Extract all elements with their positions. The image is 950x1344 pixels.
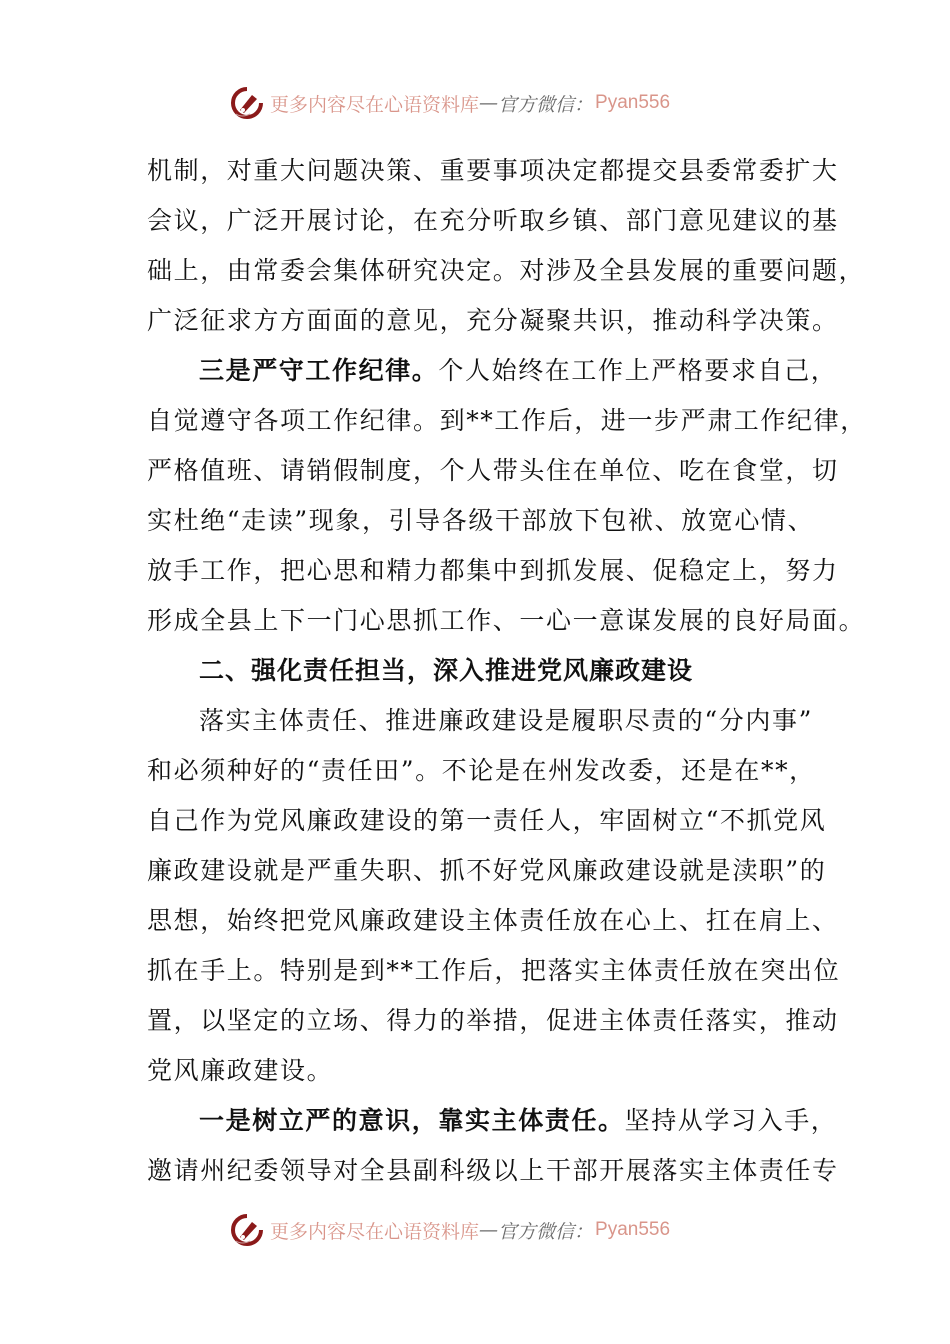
text-line: 邀请州纪委领导对全县副科级以上干部开展落实主体责任专 xyxy=(147,1156,839,1185)
text-line: 会议，广泛开展讨论，在充分听取乡镇、部门意见建议的基 xyxy=(147,206,839,235)
text-line: 自己作为党风廉政建设的第一责任人，牢固树立“不抓党风 xyxy=(147,806,827,835)
watermark-wechat-id: Pyan556 xyxy=(595,1219,671,1240)
text-line: 础上，由常委会集体研究决定。对涉及全县发展的重要问题， xyxy=(147,256,866,285)
pen-nib-logo-icon xyxy=(230,86,264,120)
text-line: 党风廉政建设。 xyxy=(147,1056,334,1085)
text-line: 思想，始终把党风廉政建设主体责任放在心上、扛在肩上、 xyxy=(147,906,839,935)
watermark-label: 官方微信： xyxy=(498,93,594,116)
text-line: 形成全县上下一门心思抓工作、一心一意谋发展的良好局面。 xyxy=(147,606,866,635)
text-line: 抓在手上。特别是到**工作后，把落实主体责任放在突出位 xyxy=(147,956,841,985)
watermark-brand-text: 更多内容尽在心语资料库 xyxy=(270,93,480,116)
watermark-label: 官方微信： xyxy=(498,1220,594,1243)
pen-nib-logo-icon xyxy=(230,1213,264,1247)
watermark-brand-text: 更多内容尽在心语资料库 xyxy=(270,1220,480,1243)
text-line xyxy=(147,1096,838,1146)
paragraph-lead-rest: 坚持从学习入手， xyxy=(624,1106,838,1135)
paragraph-lead-rest: 个人始终在工作上严格要求自己， xyxy=(438,356,838,385)
paragraph-main-responsibility xyxy=(147,696,841,1096)
paragraph-lead-bold: 三是严守工作纪律。 xyxy=(199,356,439,385)
text-line xyxy=(147,346,838,396)
text-line: 广泛征求方方面面的意见，充分凝聚共识，推动科学决策。 xyxy=(147,306,839,335)
text-line: 廉政建设就是严重失职、抓不好党风廉政建设就是渎职”的 xyxy=(147,856,827,885)
watermark-dash: — xyxy=(479,92,499,114)
text-line: 放手工作，把心思和精力都集中到抓发展、促稳定上，努力 xyxy=(147,556,839,585)
text-line: 落实主体责任、推进廉政建设是履职尽责的“分内事” xyxy=(199,706,813,735)
paragraph-work-discipline xyxy=(147,346,867,646)
text-line: 自觉遵守各项工作纪律。到**工作后，进一步严肃工作纪律， xyxy=(147,406,867,435)
watermark-dash: — xyxy=(479,1219,499,1241)
document-body xyxy=(147,146,867,1196)
text-line: 置，以坚定的立场、得力的举措，促进主体责任落实，推动 xyxy=(147,1006,839,1035)
paragraph-strict-awareness xyxy=(147,1096,839,1196)
text-line: 严格值班、请销假制度，个人带头住在单位、吃在食堂，切 xyxy=(147,456,839,485)
paragraph-decision-mechanism xyxy=(147,146,866,346)
text-line: 实杜绝“走读”现象，引导各级干部放下包袱、放宽心情、 xyxy=(147,506,815,535)
paragraph-lead-bold: 一是树立严的意识，靠实主体责任。 xyxy=(199,1106,625,1135)
text-line: 机制，对重大问题决策、重要事项决定都提交县委常委扩大 xyxy=(147,156,839,185)
section-heading: 二、强化责任担当，深入推进党风廉政建设 xyxy=(199,656,694,685)
watermark-wechat-id: Pyan556 xyxy=(595,92,671,113)
footer-watermark xyxy=(230,1210,730,1250)
text-line: 和必须种好的“责任田”。不论是在州发改委，还是在**， xyxy=(147,756,816,785)
header-watermark xyxy=(230,83,730,123)
